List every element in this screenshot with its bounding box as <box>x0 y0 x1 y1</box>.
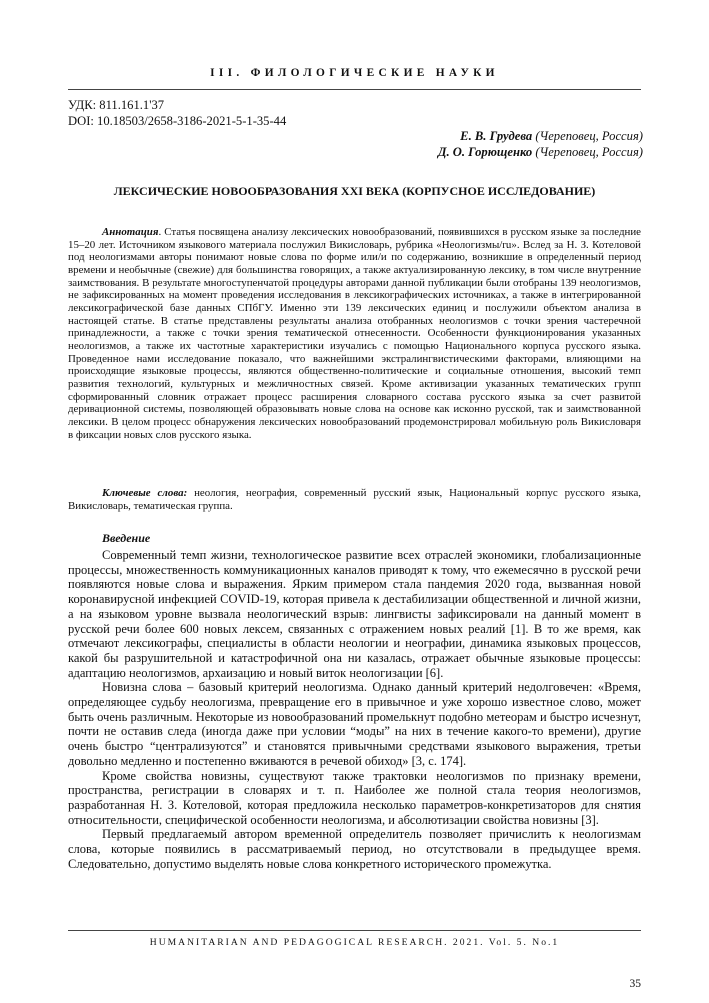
doi: DOI: 10.18503/2658-3186-2021-5-1-35-44 <box>68 114 287 128</box>
footer-rule <box>68 930 641 931</box>
keywords-text: неология, неография, современный русский язык, Национальный корпус русского языка, Викисловарь, тематическая группа. <box>68 487 642 512</box>
article-title: ЛЕКСИЧЕСКИЕ НОВООБРАЗОВАНИЯ XXI ВЕКА (КОРПУСНОЕ ИССЛЕДОВАНИЕ) <box>113 184 596 198</box>
page-number: 35 <box>629 978 641 990</box>
author-name: Е. В. Грудева <box>460 129 533 143</box>
author-line-2 <box>438 145 643 160</box>
body-paragraph: Кроме свойства новизны, существуют также трактовки неологизмов по признаку времени, пространства, регистрации в словарях и т. п. Наиболее же полной стала теория неологизмов, разработанная Н. З. Котеловой, которая предложила несколько параметров-конкретизаторов для снятия относительности, специфической особенности неологизма, и абсолютизации свойства новизны [3]. <box>68 768 641 827</box>
keywords <box>68 487 641 512</box>
abstract <box>68 226 641 441</box>
abstract-text: . Статья посвящена анализу лексических новообразований, появившихся в русском языке за последние 15–20 лет. Источником языкового материала послужил Викисловарь, рубрика «Неологизмы/ru». Вслед за Н. З. Котеловой под неологизмами авторы понимают новые слова по форме или/и по содержанию, возникшие в определенный период времени и необычные (свежие) для большинства говорящих, а также актуализированную лексику, в том числе внутренние заимствования. В результате многоступенчатой процедуры авторами данной публикации были отобраны 139 неологизмов, не зафиксированных на момент проведения исследования в лексикографических источниках, а также в интегрированной лексикографической базе данных СПбГУ. Именно эти 139 лексических единиц и послужили объектом анализа в настоящей статье. В статье представлены результаты анализа отобранных неологизмов с точки зрения частеречной принадлежности, а также с точки зрения тематической отнесенности. Особенности функционирования указанных неологизмов, а также их частотные характеристики изучались с помощью Национального корпуса русского языка. Проведенное нами исследование показало, что важнейшими экстралингвистическими факторами, влияющими на происходящие языковые процессы, являются общественно-политические и социальные отношения, высокий темп развития технологий, культурных и межличностных связей. Кроме активизации указанных тематических групп сформированный словник отражает процесс расширения словарного состава русского языка за счет развитой деривационной системы, позволяющей образовывать новые слова на основе как исконно русской, так и заимствованной лексики. В целом процесс обнаружения лексических новообразований продемонстрировал мобильную роль Викисловаря в фиксации новых слов русского языка. <box>68 226 641 441</box>
body-paragraph: Новизна слова – базовый критерий неологизма. Однако данный критерий недолговечен: «Время, определяющее судьбу неологизма, превращение его в привычное и уже хорошо известное слово, может быть очень различным. Некоторые из новообразований промелькнут подобно метеорам и быстро исчезнут, почти не оставив следа (иногда даже при условии “моды” на них в течение какого-то времени), другие очень быстро “централизуются” и становятся привычными средствами языкового выражения, третьи довольно медленно и постепенно вживаются в речевой обиход» [3, с. 174]. <box>68 680 641 768</box>
author-line-1 <box>460 129 643 144</box>
author-name: Д. О. Горющенко <box>437 145 533 159</box>
body-paragraph: Современный темп жизни, технологическое развитие всех отраслей экономики, глобализационные процессы, множественность коммуникационных каналов приводят к тому, что ежемесячно в русской речи появляются новые слова и выражения. Ярким примером стала пандемия 2020 года, вызванная новой коронавирусной инфекцией COVID-19, которая привела к дестабилизации общественной и личной жизни, а на языковом уровне вызвала неологический взрыв: лингвисты зафиксировали на данный момент в русской речи более 600 новых лексем, связанных с отражением новых реалий [1]. В то же время, как отмечают лексикографы, специалисты в области неологии и неографии, динамика языковых процессов, какой бы разрушительной и катастрофичной она ни казалась, отражает обычные языковые процессы: адаптацию неологизмов, архаизацию и новый виток неологизации [6]. <box>68 548 641 680</box>
journal-footer: HUMANITARIAN AND PEDAGOGICAL RESEARCH. 2021. Vol. 5. No.1 <box>149 937 560 948</box>
abstract-label: Аннотация <box>102 226 159 238</box>
section-heading: III. ФИЛОЛОГИЧЕСКИЕ НАУКИ <box>210 67 499 79</box>
author-affiliation: (Череповец, Россия) <box>535 129 643 143</box>
header-rule <box>68 89 641 90</box>
keywords-label: Ключевые слова: <box>102 487 188 499</box>
udc-code: УДК: 811.161.1'37 <box>68 98 165 112</box>
article-body <box>68 548 641 871</box>
body-paragraph: Первый предлагаемый автором временной определитель позволяет причислить к неологизмам слова, которые появились в рассматриваемый период, но отсутствовали в предыдущее время. Следовательно, допустимо выделять новые слова конкретного исторического промежутка. <box>68 827 641 871</box>
author-affiliation: (Череповец, Россия) <box>535 145 643 159</box>
introduction-heading: Введение <box>102 531 151 545</box>
